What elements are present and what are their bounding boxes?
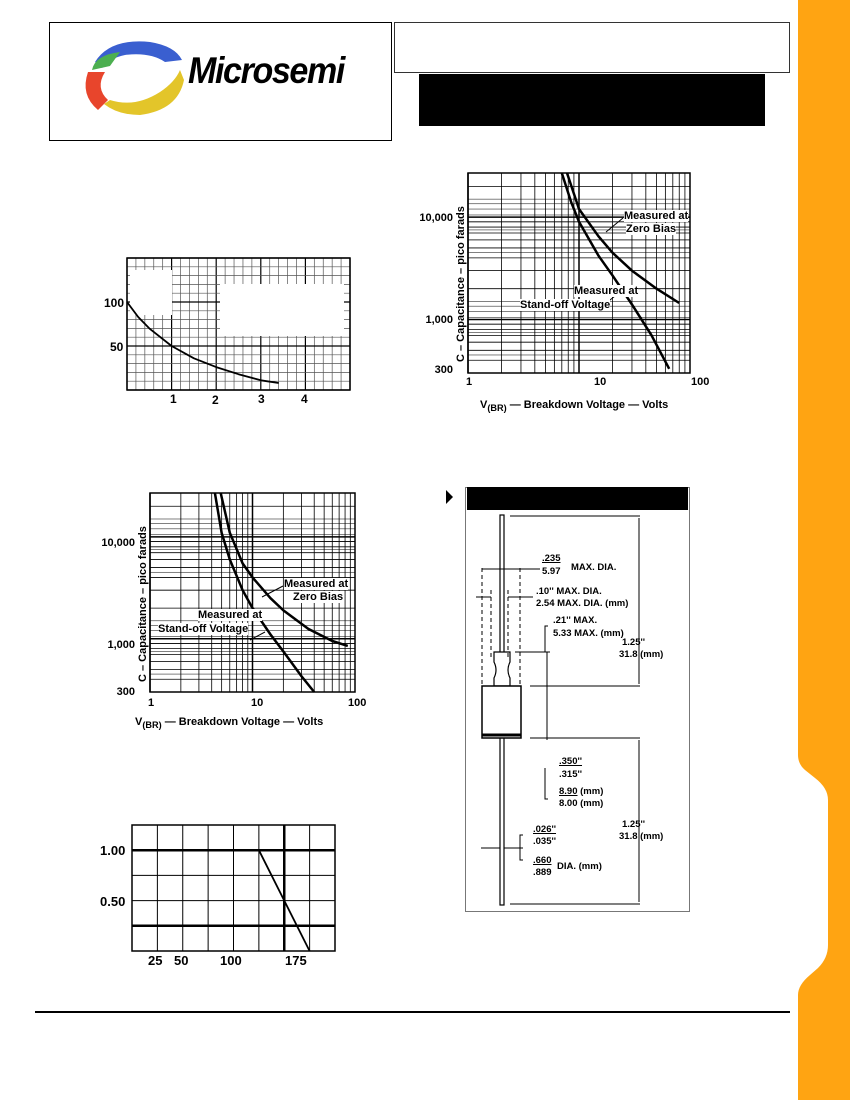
dim-neck-mm: 5.33 MAX. (mm) — [553, 628, 624, 639]
microsemi-logo: Microsemi — [188, 50, 344, 91]
chart2-ylabel: C – Capacitance – pico farads — [455, 206, 467, 362]
dim-lead-dia-bottom: 5.97 — [542, 566, 561, 577]
dim-body-top-mm-value: 8.90 — [559, 786, 578, 797]
chart2-ytick: 1,000 — [425, 314, 453, 326]
footer-rule — [35, 1011, 790, 1013]
xlabel-v: V — [480, 399, 488, 411]
chart1-xtick: 1 — [170, 392, 177, 406]
chart1-xtick: 3 — [258, 392, 265, 406]
dim-body-bottom-mm: 8.00 (mm) — [559, 798, 604, 809]
outline-header-bar — [467, 487, 688, 510]
chart4-xtick: 175 — [285, 953, 307, 968]
xlabel-text: — Breakdown Voltage — Volts — [161, 716, 324, 728]
chart2-xtick: 100 — [691, 376, 710, 388]
dim-neck-in: .21'' MAX. — [553, 615, 598, 626]
chart1-xtick: 4 — [301, 392, 308, 406]
dim-wire-top-mm: .660 — [533, 855, 552, 866]
chart2-annotation: Zero Bias — [626, 223, 677, 235]
dim-mm-suffix: (mm) — [580, 786, 604, 797]
chart4-xtick: 25 — [148, 953, 163, 968]
chart2-annotation: Measured at — [574, 285, 639, 297]
chart1-xtick: 2 — [212, 393, 219, 407]
outline-box — [465, 487, 690, 912]
chart2-xlabel — [480, 399, 668, 414]
chart3-xtick: 1 — [148, 697, 155, 709]
chart3-annotation: Stand-off Voltage — [158, 623, 249, 635]
chart2-series-0 — [567, 173, 679, 303]
chart3-annotation: Zero Bias — [293, 591, 344, 603]
xlabel-text: — Breakdown Voltage — Volts — [506, 399, 669, 411]
chart3-ytick: 300 — [116, 686, 135, 698]
chart2-ytick: 300 — [434, 364, 453, 376]
dim-body-top-in: .350'' — [559, 756, 583, 767]
dim-body-top-mm — [559, 786, 603, 797]
chart1-ytick: 100 — [104, 296, 125, 310]
xlabel-v: V — [135, 716, 143, 728]
chart1-ytick: 50 — [110, 340, 124, 354]
chart2-ytick: 10,000 — [419, 212, 453, 224]
chart4-ytick: 1.00 — [100, 843, 126, 858]
section-arrow-icon — [446, 490, 453, 504]
dim-lead-len-top-in: 1.25'' — [622, 637, 646, 648]
xlabel-sub: (BR) — [142, 720, 162, 731]
dim-lead-len-top-mm: 31.8 (mm) — [619, 649, 664, 660]
chart4-xtick: 50 — [174, 953, 189, 968]
dim-wire-suffix: DIA. (mm) — [557, 861, 602, 872]
chart3-xlabel — [135, 716, 323, 731]
part-number-banner — [419, 74, 765, 126]
dim-wire-bottom-mm: .889 — [533, 867, 552, 878]
chart3-annotation: Measured at — [198, 609, 263, 621]
dim-lead-dia-suffix: MAX. DIA. — [571, 562, 617, 573]
chart4-ytick: 0.50 — [100, 894, 126, 909]
chart3-xtick: 100 — [348, 697, 367, 709]
chart2-xtick: 10 — [594, 376, 607, 388]
dim-max-dia-mm: 2.54 MAX. DIA. (mm) — [536, 598, 629, 609]
chart3-ytick: 10,000 — [101, 537, 135, 549]
chart3-ylabel: C – Capacitance – pico farads — [137, 526, 149, 682]
dim-lead-dia-top: .235 — [542, 553, 561, 564]
dim-max-dia-in: .10'' MAX. DIA. — [536, 586, 602, 597]
xlabel-sub: (BR) — [487, 403, 507, 414]
chart1-legend-blank — [220, 284, 344, 336]
dim-wire-bottom-in: .035'' — [533, 836, 557, 847]
dim-lead-len-bottom-in: 1.25'' — [622, 819, 646, 830]
dim-lead-len-bottom-mm: 31.8 (mm) — [619, 831, 664, 842]
chart4-xtick: 100 — [220, 953, 242, 968]
chart2-xtick: 1 — [466, 376, 473, 388]
chart2-annotation: Measured at — [624, 210, 689, 222]
dim-body-bottom-in: .315'' — [559, 769, 583, 780]
chart1-legend-blank — [130, 270, 172, 315]
dim-wire-top-in: .026'' — [533, 824, 557, 835]
title-box — [394, 22, 790, 73]
chart3-ytick: 1,000 — [107, 639, 135, 651]
orange-side-tab — [798, 0, 850, 1100]
chart3-xtick: 10 — [251, 697, 264, 709]
chart2-annotation: Stand-off Voltage — [520, 299, 611, 311]
chart3-annotation: Measured at — [284, 578, 349, 590]
